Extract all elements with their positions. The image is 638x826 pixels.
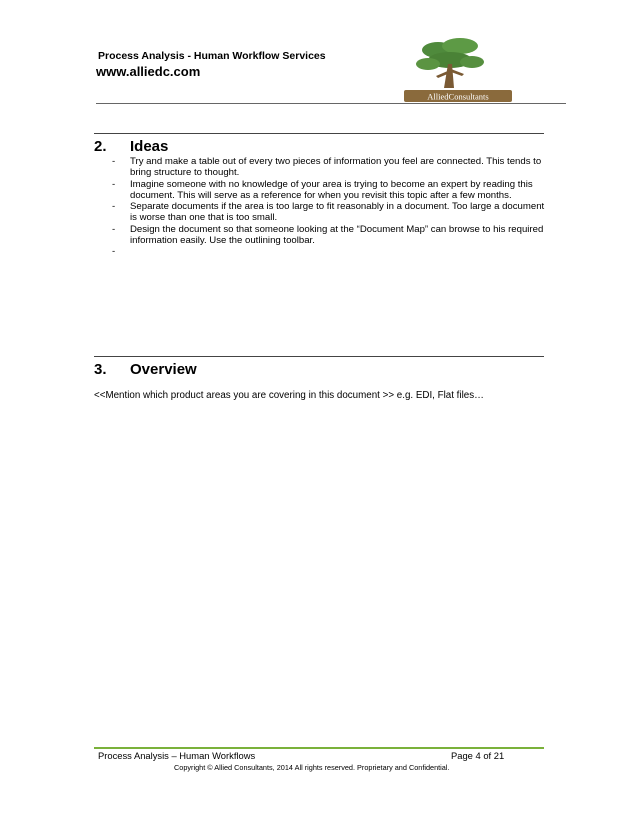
bullet-text: Imagine someone with no knowledge of your area is trying to become an expert by reading this document. This will serve as a reference for when you revisit this topic after a few months. (130, 178, 533, 201)
bullet-marker: - (112, 201, 116, 213)
bullet-marker: - (112, 223, 116, 235)
allied-consultants-logo (404, 36, 512, 104)
list-item (112, 156, 552, 179)
section-3-number: 3. (94, 361, 107, 378)
list-item (112, 201, 552, 224)
bullet-text: Try and make a table out of every two pieces of information you feel are connected. This tends to bring structure to thought. (130, 156, 542, 179)
footer-page-number: Page 4 of 21 (451, 750, 505, 761)
ideas-list (112, 156, 552, 258)
list-item (112, 224, 552, 247)
bullet-marker: - (112, 178, 116, 190)
bullet-marker: - (112, 156, 116, 167)
header-divider (96, 103, 566, 104)
tree-logo-icon (404, 36, 512, 104)
section-3-title: Overview (130, 361, 197, 378)
logo-text: AlliedConsultants (427, 91, 489, 102)
footer-copyright: Copyright © Allied Consultants, 2014 All rights reserved. Proprietary and Confidential. (174, 763, 450, 772)
list-item (112, 179, 552, 202)
bullet-text: Separate documents if the area is too large to fit reasonably in a document. Too large a document is worse than one that is too small. (130, 201, 545, 224)
section-2-number: 2. (94, 138, 107, 155)
section-2-title: Ideas (130, 138, 169, 155)
footer-doc-title: Process Analysis – Human Workflows (98, 750, 256, 761)
section-3-divider (94, 356, 544, 357)
header-title: Process Analysis - Human Workflow Services (98, 50, 326, 62)
footer-divider (94, 747, 544, 749)
bullet-text: Design the document so that someone looking at the “Document Map” can browse to his required information easily. Use the outlining toolbar. (130, 223, 544, 247)
header-url: www.alliedc.com (96, 64, 201, 79)
overview-body: <<Mention which product areas you are covering in this document >> e.g. EDI, Flat files… (94, 390, 484, 401)
list-item (112, 246, 552, 258)
section-2-divider (94, 133, 544, 134)
bullet-marker: - (112, 246, 116, 258)
